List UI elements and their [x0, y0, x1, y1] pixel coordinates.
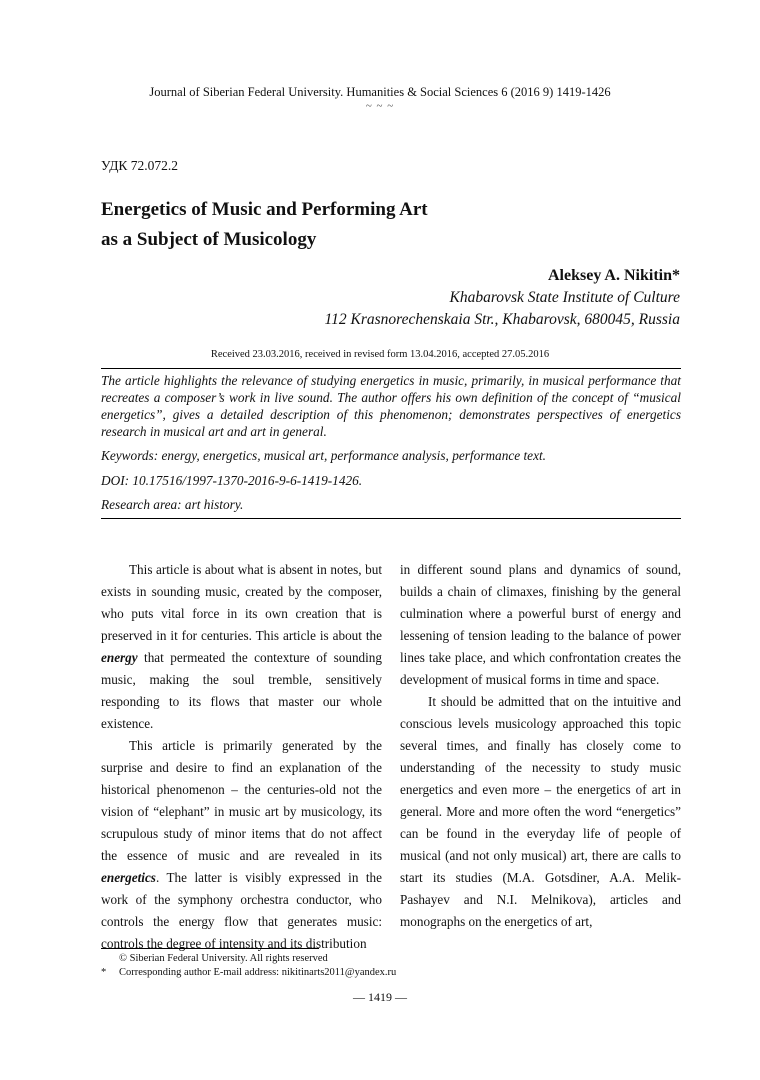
abstract-top-rule — [101, 368, 681, 369]
header-ornament: ~ ~ ~ — [365, 100, 395, 112]
body-text: that permeated the contexture of sounding music, making the soul tremble, sensitively responding to its flows that master our whole existence. — [101, 650, 382, 731]
body-text: . The latter is visibly expressed in the work of the symphony orchestra conductor, who controls the energy flow that generates music: controls the degree of intensity and its distribution — [101, 870, 382, 951]
research-area: Research area: art history. — [101, 497, 244, 512]
title-line-1: Energetics of Music and Performing Art — [101, 199, 428, 220]
received-dates: Received 23.03.2016, received in revised form 13.04.2016, accepted 27.05.2016 — [210, 349, 550, 360]
keywords: Keywords: energy, energetics, musical art, performance analysis, performance text. — [101, 448, 546, 463]
body-text: This article is primarily generated by the surprise and desire to find an explanation of the historical phenomenon – the centuries-old not the vision of “elephant” in music art by musicology, its scrupulous study of minor items that do not affect the essence of music and are revealed in its — [101, 738, 382, 863]
author-affiliation-address: 112 Krasnorechenskaia Str., Khabarovsk, 680045, Russia — [324, 311, 680, 328]
abstract: The article highlights the relevance of studying energetics in music, primarily, in musical performance that recreates a composer’s work in live sound. The author offers his own definition of the concept of “musical energetics”, gives a detailed description of this phenomenon; demonstrates perspectives of energetics research in musical art and art in general. — [101, 373, 681, 439]
article-title — [101, 195, 428, 255]
udk-code: УДК 72.072.2 — [101, 158, 179, 173]
corresponding-author-text: Corresponding author E-mail address: nikitinarts2011@yandex.ru — [119, 967, 397, 978]
body-paragraph — [101, 559, 382, 735]
page-number: — 1419 — — [353, 990, 407, 1004]
footnote-rule — [101, 948, 319, 949]
journal-header: Journal of Siberian Federal University. Humanities & Social Sciences 6 (2016 9) 1419-1426 — [149, 85, 611, 99]
author-name: Aleksey A. Nikitin* — [547, 267, 680, 284]
copyright-footnote: © Siberian Federal University. All rights reserved — [119, 953, 328, 964]
emphasis-energetics: energetics — [101, 870, 156, 885]
corresponding-author-footnote — [101, 967, 396, 978]
body-paragraph: It should be admitted that on the intuitive and conscious levels musicology approached this topic several times, and finally has closely come to understanding of the necessity to study music energetics and even more – the energetics of art in general. More and more often the word “energetics” can be found in the everyday life of people of musical (and not only musical) art, there are calls to start its studies (M.A. Gotsdiner, A.A. Melik-Pashayev and N.I. Melnikova), articles and monographs on the energetics of art, — [400, 694, 681, 929]
body-paragraph — [101, 735, 382, 955]
body-text: This article is about what is absent in notes, but exists in sounding music, created by the composer, who puts vital force in its own creation that is preserved in it for centuries. This article is about the — [101, 562, 382, 643]
footnote-mark: * — [101, 967, 107, 978]
doi: DOI: 10.17516/1997-1370-2016-9-6-1419-1426. — [101, 473, 363, 488]
title-line-2: as a Subject of Musicology — [101, 229, 317, 250]
author-affiliation-institution: Khabarovsk State Institute of Culture — [449, 289, 680, 306]
abstract-bottom-rule — [101, 518, 681, 519]
emphasis-energy: energy — [101, 650, 138, 665]
body-column-right — [400, 559, 681, 933]
body-paragraph: in different sound plans and dynamics of sound, builds a chain of climaxes, finishing by the general culmination where a powerful burst of energy and lessening of tension leading to the balance of power lines take place, and which confrontation creates the development of musical forms in time and space. — [400, 562, 681, 687]
body-column-left — [101, 559, 382, 955]
